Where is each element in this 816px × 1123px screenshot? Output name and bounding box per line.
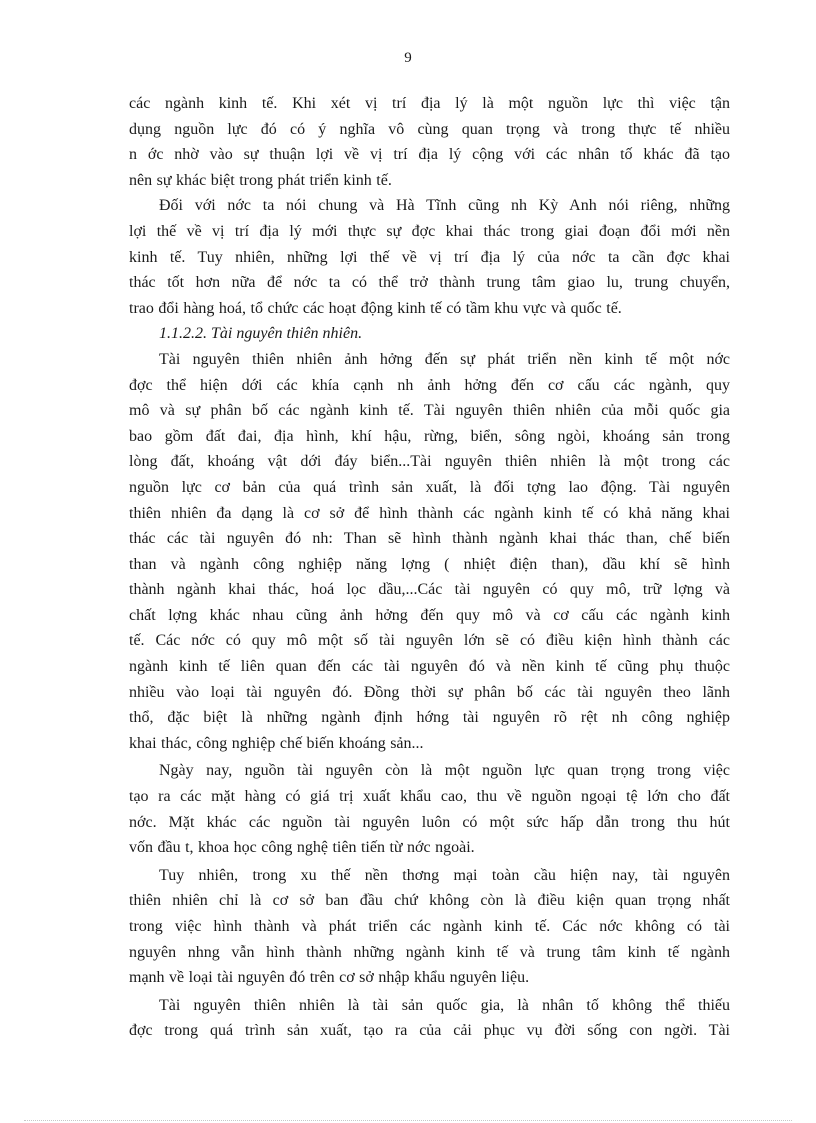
text-line: thiên nhiên chỉ là cơ sở ban đầu chứ không còn là điều kiện quan trọng nhất — [129, 892, 730, 910]
paragraph-global-trade — [129, 863, 730, 991]
text-line: các ngành kinh tế. Khi xét vị trí địa lý là một nguồn lực thì việc tận — [129, 95, 730, 112]
text-line: lòng đất, khoáng vật dới đáy biển...Tài nguyên thiên nhiên là một trong các — [129, 453, 730, 471]
text-line: lợi thế về vị trí địa lý mới thực sự đợc khai thác trong giai đoạn đổi mới nền — [129, 222, 730, 240]
paragraph-natural-resources — [129, 347, 730, 757]
text-line: thác tốt hơn nữa để nớc ta có thể trở thành trung tâm giao lu, trung chuyển, — [129, 274, 730, 292]
text-line: đợc trong quá trình sản xuất, tạo ra của cải phục vụ đời sống con ngời. Tài — [129, 1022, 730, 1040]
text-line: tế. Các nớc có quy mô một số tài nguyên lớn sẽ có điều kiện hình thành các — [129, 632, 730, 650]
page-number: 9 — [404, 50, 412, 66]
text-line: khai thác, công nghiệp chế biến khoáng sản... — [129, 734, 424, 752]
text-line: thành ngành khai thác, hoá lọc dầu,...Các tài nguyên có quy mô, trữ lợng và — [129, 581, 730, 599]
text-line: n ớc nhờ vào sự thuận lợi về vị trí địa lý cộng với các nhân tố khác đã tạo — [129, 146, 730, 164]
text-line: ngành kinh tế liên quan đến các tài nguyên đó và nền kinh tế cũng phụ thuộc — [129, 658, 730, 676]
text-line: nguyên nhng vẫn hình thành những ngành kinh tế và trung tâm kinh tế ngành — [129, 943, 730, 961]
text-line: nhiều vào loại tài nguyên đó. Đồng thời sự phân bố các tài nguyên theo lãnh — [129, 683, 730, 701]
text-line: than và ngành công nghiệp năng lợng ( nhiệt điện than), dầu khí sẽ hình — [129, 555, 730, 573]
text-line: thác các tài nguyên đó nh: Than sẽ hình thành ngành khai thác than, chế biến — [129, 530, 730, 548]
text-line: Tuy nhiên, trong xu thế nền thơng mại toàn cầu hiện nay, tài nguyên — [159, 866, 730, 884]
text-line: nên sự khác biệt trong phát triển kinh tế. — [129, 171, 392, 189]
paragraph-location-advantages — [129, 193, 730, 321]
text-line: bao gồm đất đai, địa hình, khí hậu, rừng, biển, sông ngòi, khoáng sản trong — [129, 427, 730, 445]
text-line: mạnh về loại tài nguyên đó trên cơ sở nhập khẩu nguyên liệu. — [129, 969, 530, 987]
text-line: dụng nguồn lực đó có ý nghĩa vô cùng quan trọng và trong thực tế nhiều — [129, 120, 730, 138]
text-line: tạo ra các mặt hàng có giá trị xuất khẩu cao, thu về nguồn ngoại tệ lớn cho đất — [129, 788, 730, 806]
text-line: thổ, đặc biệt là những ngành định hớng tài nguyên rõ rệt nh công nghiệp — [129, 709, 730, 727]
section-heading: 1.1.2.2. Tài nguyên thiên nhiên. — [159, 325, 363, 343]
document-body — [129, 91, 730, 1044]
text-line: trao đổi hàng hoá, tổ chức các hoạt động kinh tế có tầm khu vực và quốc tế. — [129, 299, 622, 317]
paragraph-geographic-resource — [129, 91, 730, 193]
text-line: Tài nguyên thiên nhiên ảnh hởng đến sự phát triển nền kinh tế một nớc — [159, 350, 730, 368]
text-line: nguồn lực cơ bản của quá trình sản xuất, là đối tợng lao động. Tài nguyên — [129, 478, 730, 496]
text-line: Ngày nay, nguồn tài nguyên còn là một nguồn lực quan trọng trong việc — [159, 762, 730, 780]
text-line: thiên nhiên đa dạng là cơ sở để hình thành các ngành kinh tế có khả năng khai — [129, 504, 730, 522]
text-line: trong việc hình thành và phát triển các ngành kinh tế. Các nớc không có tài — [129, 918, 730, 935]
text-line: Đối với nớc ta nói chung và Hà Tĩnh cũng nh Kỳ Anh nói riêng, những — [159, 197, 730, 215]
text-line: Tài nguyên thiên nhiên là tài sản quốc gia, là nhân tố không thể thiếu — [159, 996, 730, 1014]
text-line: vốn đầu t, khoa học công nghệ tiên tiến từ nớc ngoài. — [129, 839, 475, 857]
text-line: nớc. Mặt khác các nguồn tài nguyên luôn có một sức hấp dẫn trong thu hút — [129, 813, 730, 831]
paragraph-export-value — [129, 758, 730, 860]
text-line: chất lợng khác nhau cũng ảnh hởng đến quy mô và cơ cấu các ngành kinh — [129, 606, 730, 624]
page-bottom-rule — [24, 1120, 792, 1121]
text-line: mô và sự phân bố các ngành kinh tế. Tài nguyên thiên nhiên của mỗi quốc gia — [129, 402, 730, 420]
text-line: đợc thể hiện dới các khía cạnh nh ảnh hởng đến cơ cấu các ngành, quy — [129, 376, 730, 394]
text-line: kinh tế. Tuy nhiên, những lợi thế về vị trí địa lý của nớc ta cần đợc khai — [129, 248, 730, 266]
paragraph-national-asset — [129, 993, 730, 1044]
